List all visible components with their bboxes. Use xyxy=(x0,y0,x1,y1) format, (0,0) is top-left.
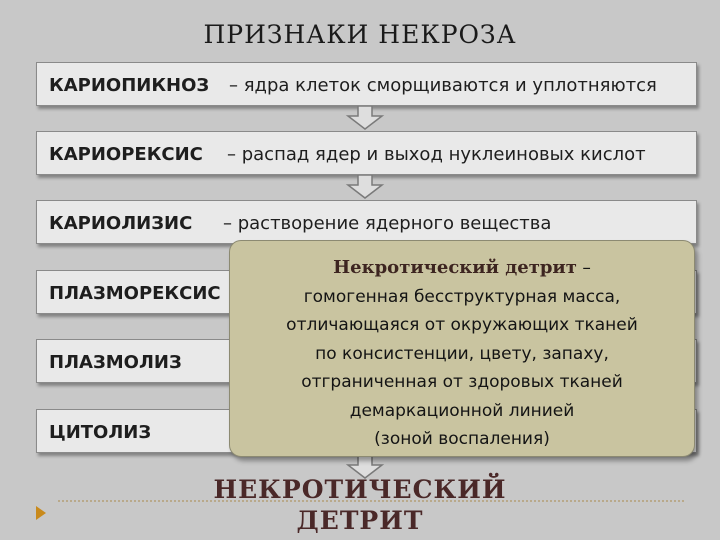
stage-description: – растворение ядерного вещества xyxy=(223,213,552,234)
page-title: ПРИЗНАКИ НЕКРОЗА xyxy=(203,20,517,49)
callout-line: гомогенная бесструктурная масса, xyxy=(303,286,621,307)
definition-callout xyxy=(229,240,695,457)
stage-term: ПЛАЗМОРЕКСИС xyxy=(49,283,221,304)
stage-term: ПЛАЗМОЛИЗ xyxy=(49,352,182,373)
stage-term: КАРИОРЕКСИС xyxy=(49,144,203,165)
callout-heading-line xyxy=(242,254,682,283)
stage-description: – распад ядер и выход нуклеиновых кислот xyxy=(227,144,646,165)
callout-heading: Некротический детрит xyxy=(333,257,577,278)
stage-box-karyolysis xyxy=(36,200,697,244)
stage-description: – ядра клеток сморщиваются и уплотняются xyxy=(229,75,657,96)
callout-line: по консистенции, цвету, запаху, xyxy=(315,343,609,364)
callout-line: отграниченная от здоровых тканей xyxy=(301,372,623,392)
stage-term: КАРИОПИКНОЗ xyxy=(49,75,210,96)
callout-line: отличающаяся от окружающих тканей xyxy=(286,315,638,335)
play-bullet-icon xyxy=(36,506,46,520)
stage-box-karyopyknosis xyxy=(36,62,697,106)
callout-line: (зоной воспаления) xyxy=(374,429,550,449)
stage-term: КАРИОЛИЗИС xyxy=(49,213,193,234)
result-line: НЕКРОТИЧЕСКИЙ xyxy=(213,475,507,504)
callout-dash: – xyxy=(576,258,591,278)
stage-term: ЦИТОЛИЗ xyxy=(49,422,152,443)
result-line: ДЕТРИТ xyxy=(296,506,424,535)
callout-line: демаркационной линией xyxy=(349,400,575,421)
stage-box-karyorrhexis xyxy=(36,131,697,175)
result-label xyxy=(150,474,570,536)
down-arrow-icon xyxy=(345,175,385,199)
down-arrow-icon xyxy=(345,106,385,130)
